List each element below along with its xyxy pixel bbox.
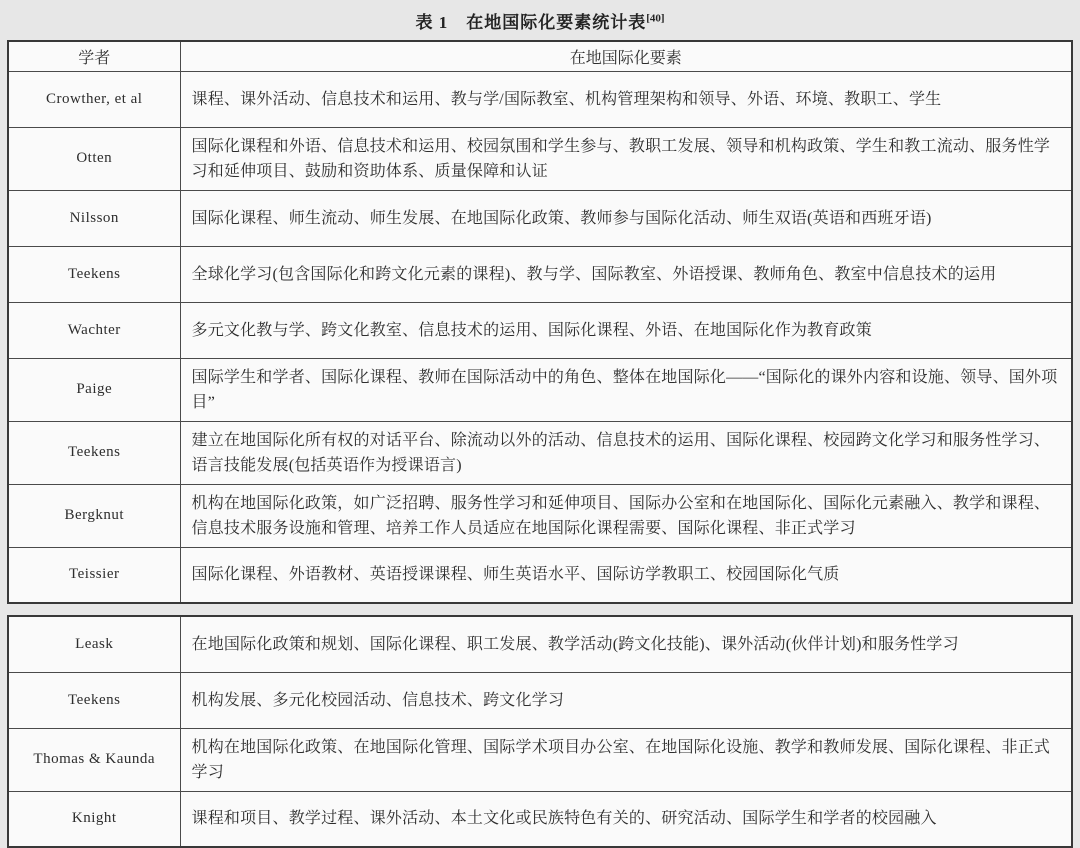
- elements-cell: 多元文化教与学、跨文化教室、信息技术的运用、国际化课程、外语、在地国际化作为教育政策: [180, 302, 1072, 358]
- scholar-cell: Otten: [8, 127, 180, 190]
- table-row: [8, 791, 1072, 847]
- elements-cell: 在地国际化政策和规划、国际化课程、职工发展、教学活动(跨文化技能)、课外活动(伙伴计划)和服务性学习: [180, 616, 1072, 672]
- statistics-table-section-1: [7, 40, 1073, 604]
- table-row: [8, 71, 1072, 127]
- elements-cell: 国际化课程、外语教材、英语授课课程、师生英语水平、国际访学教职工、校园国际化气质: [180, 547, 1072, 603]
- table-header-row: [8, 41, 1072, 71]
- elements-cell: 课程、课外活动、信息技术和运用、教与学/国际教室、机构管理架构和领导、外语、环境、教职工、学生: [180, 71, 1072, 127]
- elements-cell: 机构在地国际化政策，如广泛招聘、服务性学习和延伸项目、国际办公室和在地国际化、国际化元素融入、教学和课程、信息技术服务设施和管理、培养工作人员适应在地国际化课程需要、国际化课程、非正式学习: [180, 484, 1072, 547]
- table-row: [8, 421, 1072, 484]
- table-row: [8, 302, 1072, 358]
- elements-cell: 国际化课程、师生流动、师生发展、在地国际化政策、教师参与国际化活动、师生双语(英语和西班牙语): [180, 190, 1072, 246]
- table-title-text: 表 1 在地国际化要素统计表: [415, 13, 647, 32]
- table-row: [8, 127, 1072, 190]
- elements-cell: 课程和项目、教学过程、课外活动、本土文化或民族特色有关的、研究活动、国际学生和学者的校园融入: [180, 791, 1072, 847]
- table-row: [8, 484, 1072, 547]
- elements-cell: 机构发展、多元化校园活动、信息技术、跨文化学习: [180, 672, 1072, 728]
- table-title: [7, 5, 1073, 40]
- scholar-cell: Teekens: [8, 672, 180, 728]
- table-row: [8, 672, 1072, 728]
- scholar-cell: Paige: [8, 358, 180, 421]
- citation-superscript: [40]: [646, 12, 665, 25]
- elements-cell: 全球化学习(包含国际化和跨文化元素的课程)、教与学、国际教室、外语授课、教师角色、教室中信息技术的运用: [180, 246, 1072, 302]
- scholar-cell: Wachter: [8, 302, 180, 358]
- header-elements: 在地国际化要素: [180, 41, 1072, 71]
- scholar-cell: Leask: [8, 616, 180, 672]
- elements-cell: 建立在地国际化所有权的对话平台、除流动以外的活动、信息技术的运用、国际化课程、校园跨文化学习和服务性学习、语言技能发展(包括英语作为授课语言): [180, 421, 1072, 484]
- scholar-cell: Crowther, et al: [8, 71, 180, 127]
- scholar-cell: Teekens: [8, 421, 180, 484]
- table-row: [8, 190, 1072, 246]
- scholar-cell: Teekens: [8, 246, 180, 302]
- table-row: [8, 728, 1072, 791]
- elements-cell: 国际学生和学者、国际化课程、教师在国际活动中的角色、整体在地国际化——“国际化的课外内容和设施、领导、国外项目”: [180, 358, 1072, 421]
- table-row: [8, 246, 1072, 302]
- scholar-cell: Teissier: [8, 547, 180, 603]
- scholar-cell: Knight: [8, 791, 180, 847]
- header-scholar: 学者: [8, 41, 180, 71]
- statistics-table-section-2: [7, 615, 1073, 848]
- table-row: [8, 547, 1072, 603]
- scholar-cell: Nilsson: [8, 190, 180, 246]
- scholar-cell: Bergknut: [8, 484, 180, 547]
- scholar-cell: Thomas & Kaunda: [8, 728, 180, 791]
- elements-cell: 机构在地国际化政策、在地国际化管理、国际学术项目办公室、在地国际化设施、教学和教师发展、国际化课程、非正式学习: [180, 728, 1072, 791]
- table-row: [8, 358, 1072, 421]
- table-row: [8, 616, 1072, 672]
- elements-cell: 国际化课程和外语、信息技术和运用、校园氛围和学生参与、教职工发展、领导和机构政策、学生和教工流动、服务性学习和延伸项目、鼓励和资助体系、质量保障和认证: [180, 127, 1072, 190]
